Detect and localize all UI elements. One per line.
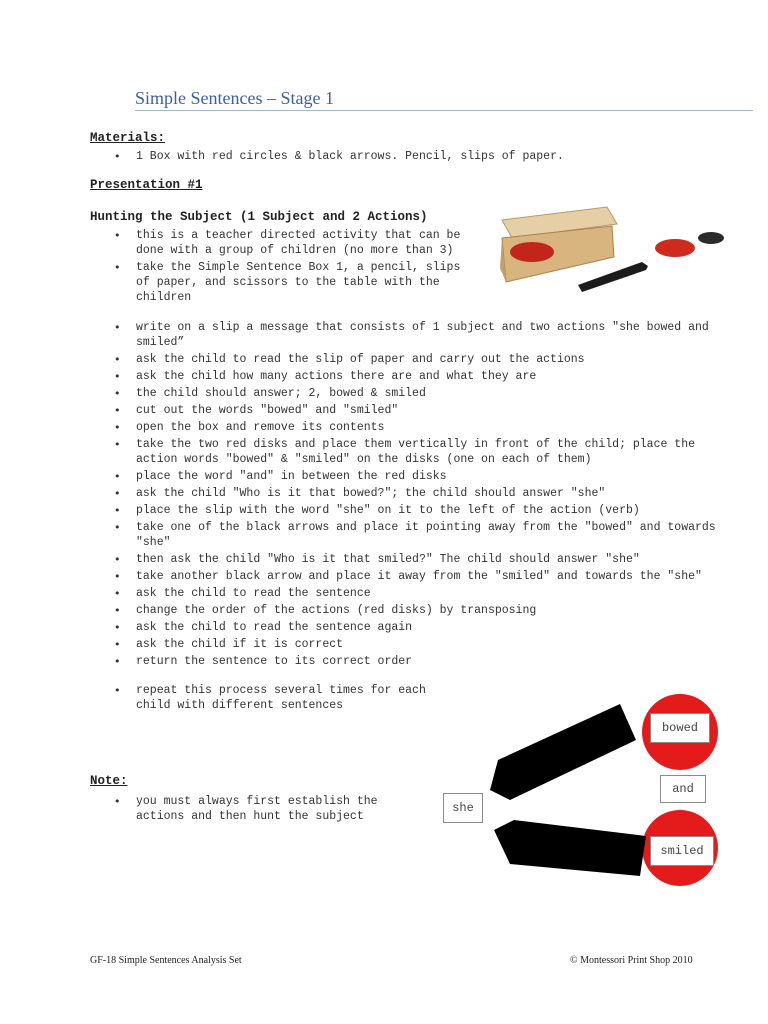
list-item: • this is a teacher directed activity that can be done with a group of children (no more than 3) <box>90 228 472 258</box>
arrow-to-subject-bottom <box>494 820 646 876</box>
arrow-to-subject-top <box>490 704 636 800</box>
presentation-heading: Presentation #1 <box>90 178 203 192</box>
sentence-box-illustration <box>492 202 732 302</box>
list-item: • take the two red disks and place them vertically in front of the child; place the action words "bowed" & "smiled" on the disks (one on each of them) <box>90 437 722 467</box>
list-item: • open the box and remove its contents <box>90 420 722 435</box>
note-list <box>90 794 420 826</box>
list-item: • cut out the words "bowed" and "smiled" <box>90 403 722 418</box>
list-item: • you must always first establish the actions and then hunt the subject <box>90 794 420 824</box>
materials-list <box>90 149 750 166</box>
list-item: • the child should answer; 2, bowed & smiled <box>90 386 722 401</box>
list-item: • ask the child "Who is it that bowed?"; the child should answer "she" <box>90 486 722 501</box>
list-item: • repeat this process several times for each child with different sentences <box>90 683 450 713</box>
list-item: • then ask the child "Who is it that smiled?" The child should answer "she" <box>90 552 722 567</box>
list-item: • take the Simple Sentence Box 1, a pencil, slips of paper, and scissors to the table with the children <box>90 260 472 305</box>
title-divider <box>135 110 753 111</box>
word-card-smiled: smiled <box>650 836 714 866</box>
list-item: • take another black arrow and place it away from the "smiled" and towards the "she" <box>90 569 722 584</box>
hunting-heading: Hunting the Subject (1 Subject and 2 Actions) <box>90 210 428 224</box>
word-card-she: she <box>443 793 483 823</box>
word-card-and: and <box>660 775 706 803</box>
list-item: • ask the child to read the sentence again <box>90 620 722 635</box>
hunting-list-narrow <box>90 228 472 307</box>
list-item: • ask the child if it is correct <box>90 637 722 652</box>
list-item: • write on a slip a message that consists of 1 subject and two actions "she bowed and smiled” <box>90 320 722 350</box>
footer-right: © Montessori Print Shop 2010 <box>570 955 693 966</box>
footer-left: GF-18 Simple Sentences Analysis Set <box>90 955 242 966</box>
materials-heading: Materials: <box>90 131 166 145</box>
list-item: • 1 Box with red circles & black arrows. Pencil, slips of paper. <box>90 149 750 164</box>
list-item: • change the order of the actions (red disks) by transposing <box>90 603 722 618</box>
list-item: • take one of the black arrows and place it pointing away from the "bowed" and towards "she" <box>90 520 722 550</box>
list-item: • return the sentence to its correct order <box>90 654 722 669</box>
list-item: • place the slip with the word "she" on it to the left of the action (verb) <box>90 503 722 518</box>
list-item: • ask the child to read the sentence <box>90 586 722 601</box>
list-item: • ask the child to read the slip of paper and carry out the actions <box>90 352 722 367</box>
word-card-bowed: bowed <box>650 713 710 743</box>
list-item: • place the word "and" in between the red disks <box>90 469 722 484</box>
page-title: Simple Sentences – Stage 1 <box>135 88 334 108</box>
list-item: • ask the child how many actions there are and what they are <box>90 369 722 384</box>
hunting-list <box>90 320 722 671</box>
hunting-list-last <box>90 683 450 715</box>
note-heading: Note: <box>90 774 128 788</box>
